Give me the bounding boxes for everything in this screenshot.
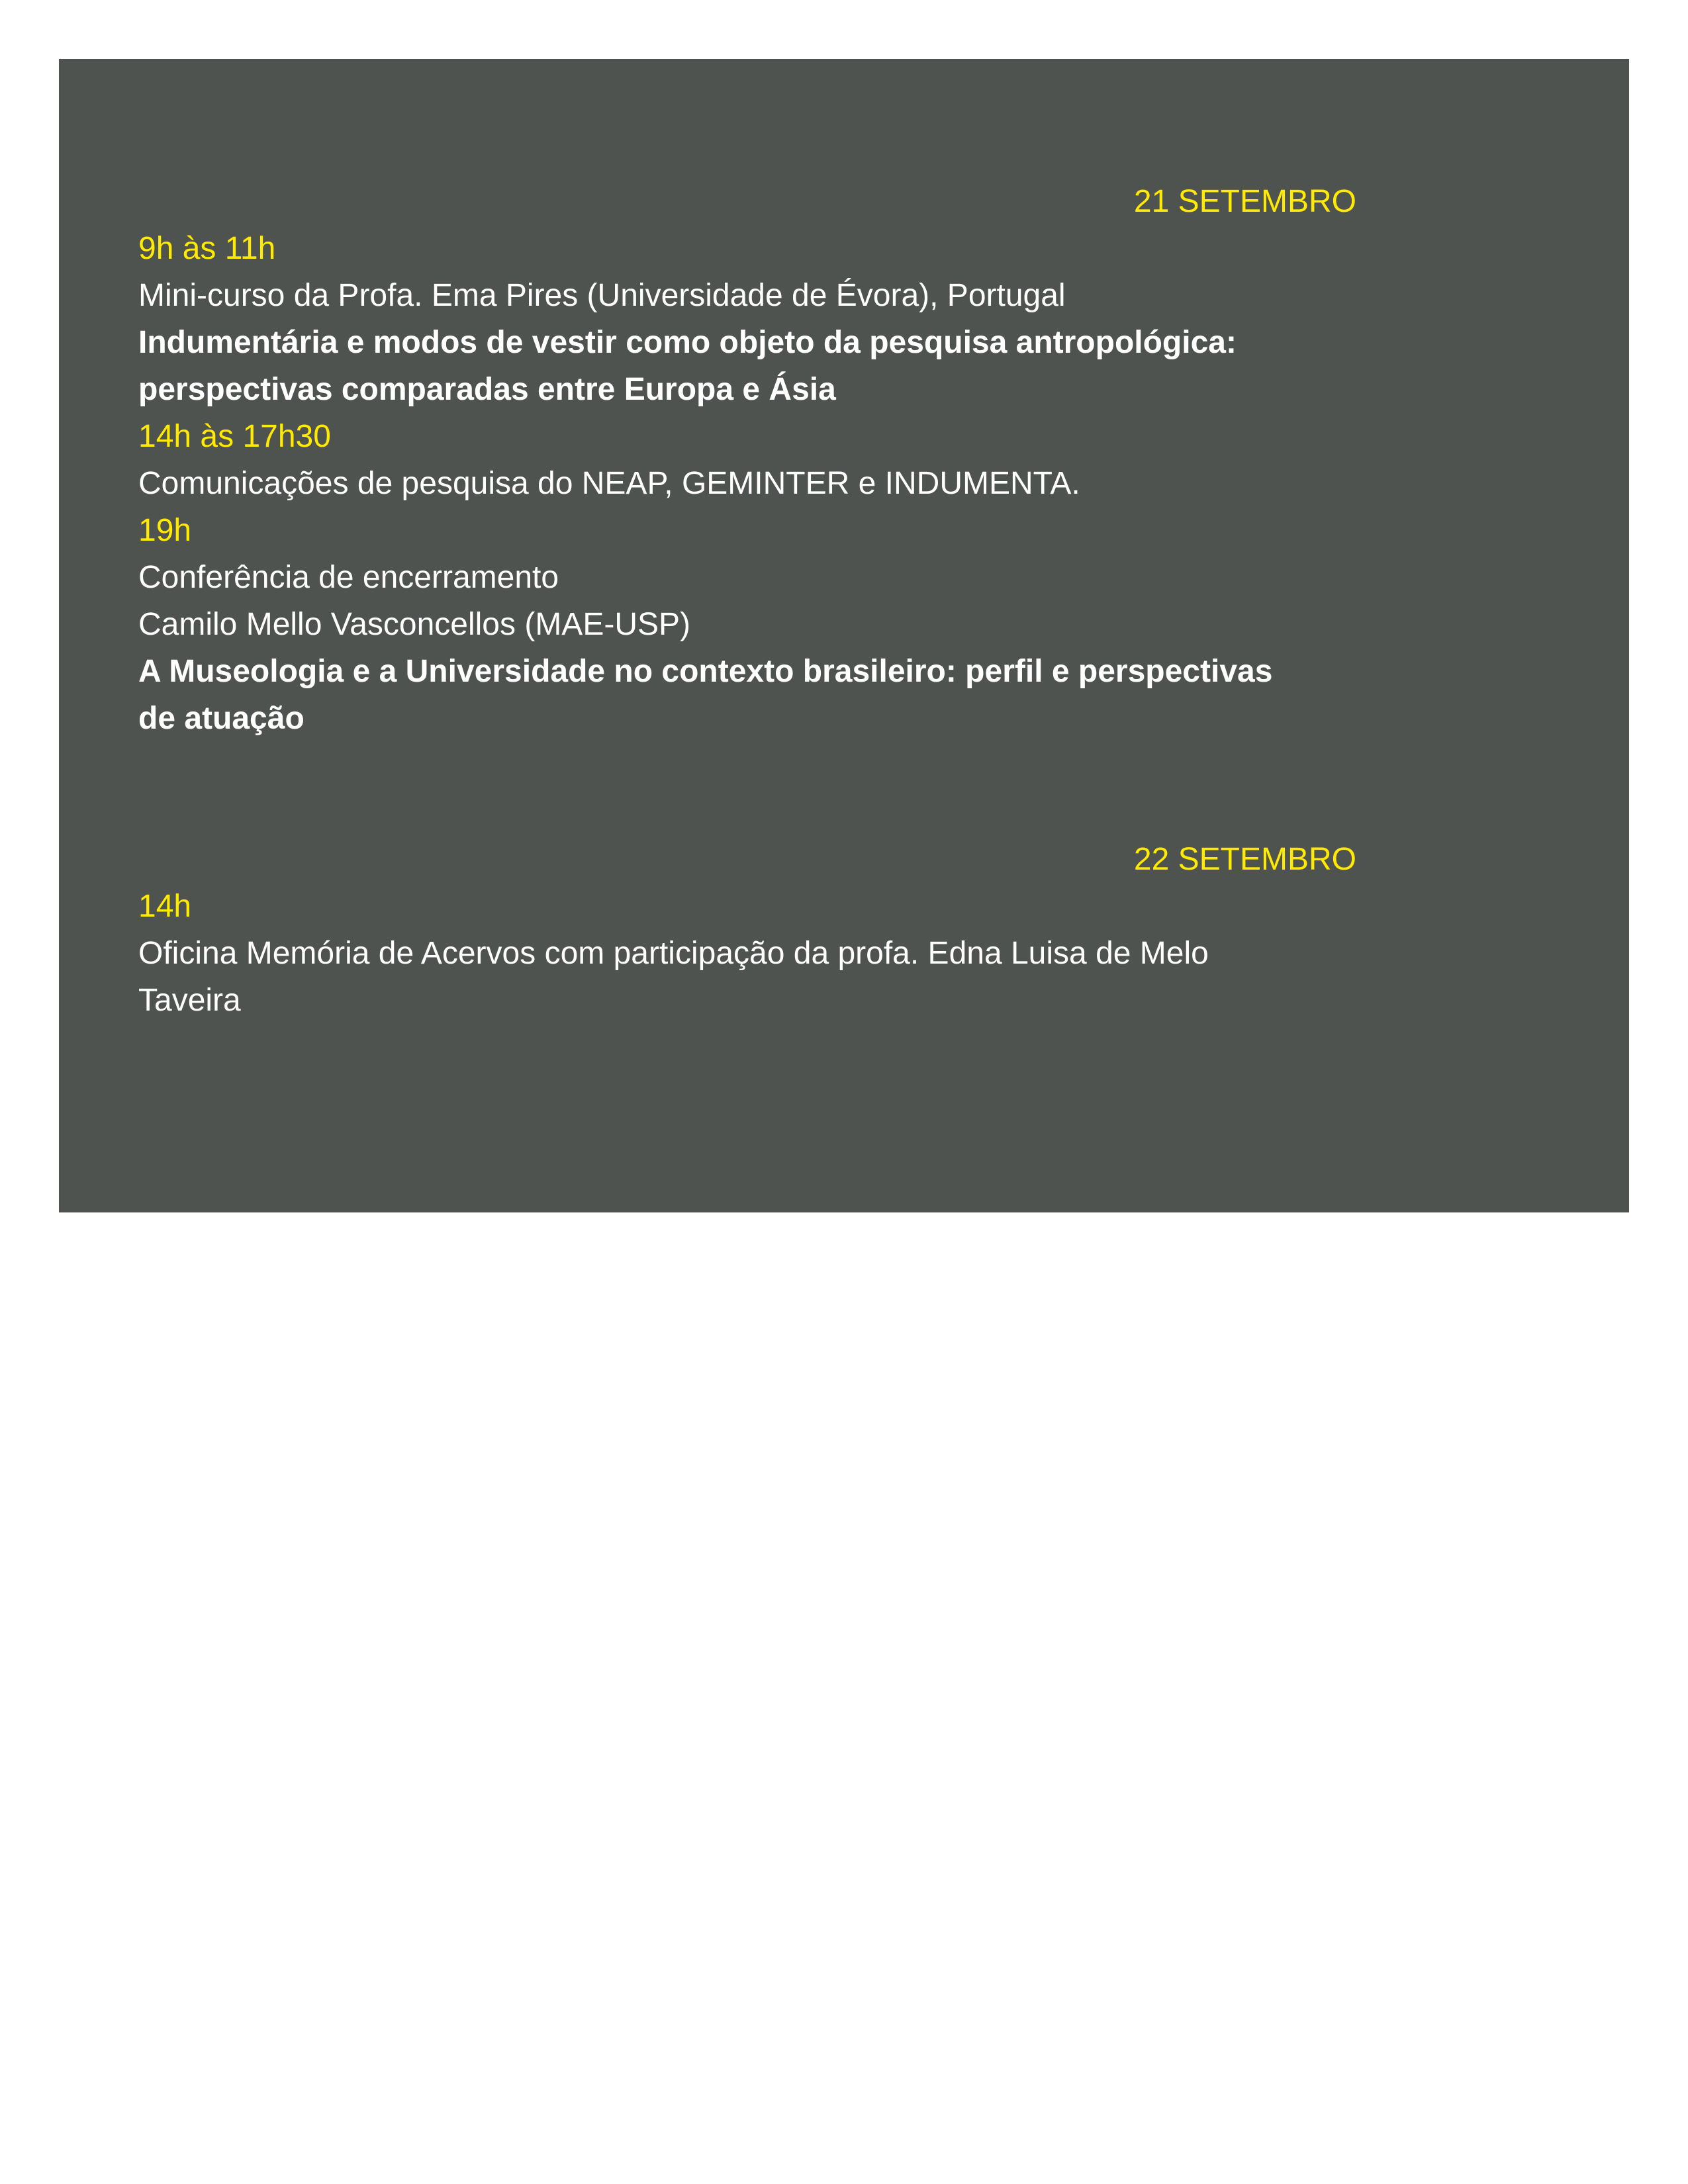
session-9h <box>138 225 1356 413</box>
day-21-date: 21 SETEMBRO <box>1133 184 1356 219</box>
session-day2-14h-description-line1: Oficina Memória de Acervos com participação da profa. Edna Luisa de Melo <box>138 936 1209 971</box>
day-22-section <box>138 836 1356 1024</box>
session-19h-title-line1: A Museologia e a Universidade no contexto brasileiro: perfil e perspectivas <box>138 654 1273 689</box>
day-22-date: 22 SETEMBRO <box>1133 842 1356 877</box>
session-day2-14h <box>138 883 1356 1024</box>
day-separator <box>138 742 1356 836</box>
session-9h-time: 9h às 11h <box>138 231 276 266</box>
day-21-section <box>138 178 1356 742</box>
session-19h-speaker: Camilo Mello Vasconcellos (MAE-USP) <box>138 607 690 642</box>
session-19h <box>138 507 1356 742</box>
session-9h-title-line1: Indumentária e modos de vestir como objeto da pesquisa antropológica: <box>138 325 1237 360</box>
session-day2-14h-description-line2: Taveira <box>138 983 241 1018</box>
session-day2-14h-time: 14h <box>138 889 192 924</box>
session-9h-description: Mini-curso da Profa. Ema Pires (Universidade de Évora), Portugal <box>138 278 1066 313</box>
session-14h <box>138 413 1356 507</box>
session-14h-description: Comunicações de pesquisa do NEAP, GEMINTER e INDUMENTA. <box>138 466 1080 501</box>
session-19h-time: 19h <box>138 513 192 548</box>
session-9h-title-line2: perspectivas comparadas entre Europa e Ásia <box>138 372 836 407</box>
session-19h-title-line2: de atuação <box>138 701 305 736</box>
session-14h-time: 14h às 17h30 <box>138 419 331 454</box>
schedule-panel <box>59 59 1629 1212</box>
schedule-content <box>138 178 1356 1024</box>
session-19h-description: Conferência de encerramento <box>138 560 559 595</box>
